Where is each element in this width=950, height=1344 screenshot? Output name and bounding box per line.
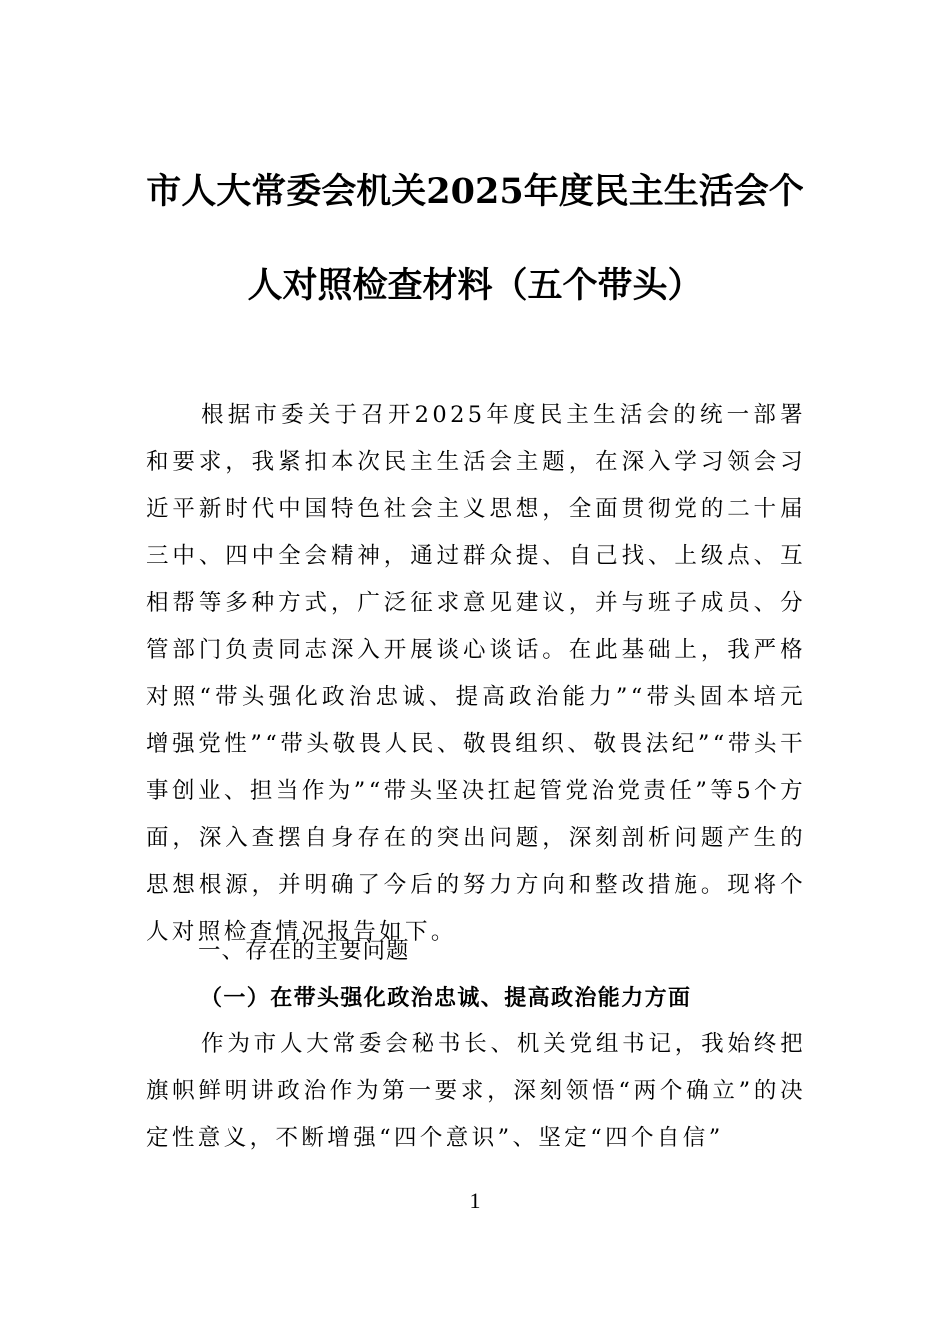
subsection-heading: （一）在带头强化政治忠诚、提高政治能力方面 (200, 985, 692, 1011)
document-title-line-1: 市人大常委会机关2025年度民主生活会个 (146, 171, 804, 212)
body-paragraph: 作为市人大常委会秘书长、机关党组书记，我始终把旗帜鲜明讲政治作为第一要求，深刻领悟“两个确立”的决定性意义，不断增强“四个意识”、坚定“四个自信” (146, 1031, 806, 1151)
section-heading: 一、存在的主要问题 (198, 938, 410, 964)
intro-paragraph: 根据市委关于召开2025年度民主生活会的统一部署和要求，我紧扣本次民主生活会主题，在深入学习领会习近平新时代中国特色社会主义思想，全面贯彻党的二十届三中、四中全会精神，通过群众提、自己找、上级点、互相帮等多种方式，广泛征求意见建议，并与班子成员、分管部门负责同志深入开展谈心谈话。在此基础上，我严格对照“带头强化政治忠诚、提高政治能力”“带头固本培元增强党性”“带头敬畏人民、敬畏组织、敬畏法纪”“带头干事创业、担当作为”“带头坚决扛起管党治党责任”等5个方面，深入查摆自身存在的突出问题，深刻剖析问题产生的思想根源，并明确了今后的努力方向和整改措施。现将个人对照检查情况报告如下。 (146, 402, 806, 945)
page-number: 1 (469, 1188, 481, 1213)
document-title-line-2: 人对照检查材料（五个带头） (247, 265, 703, 306)
